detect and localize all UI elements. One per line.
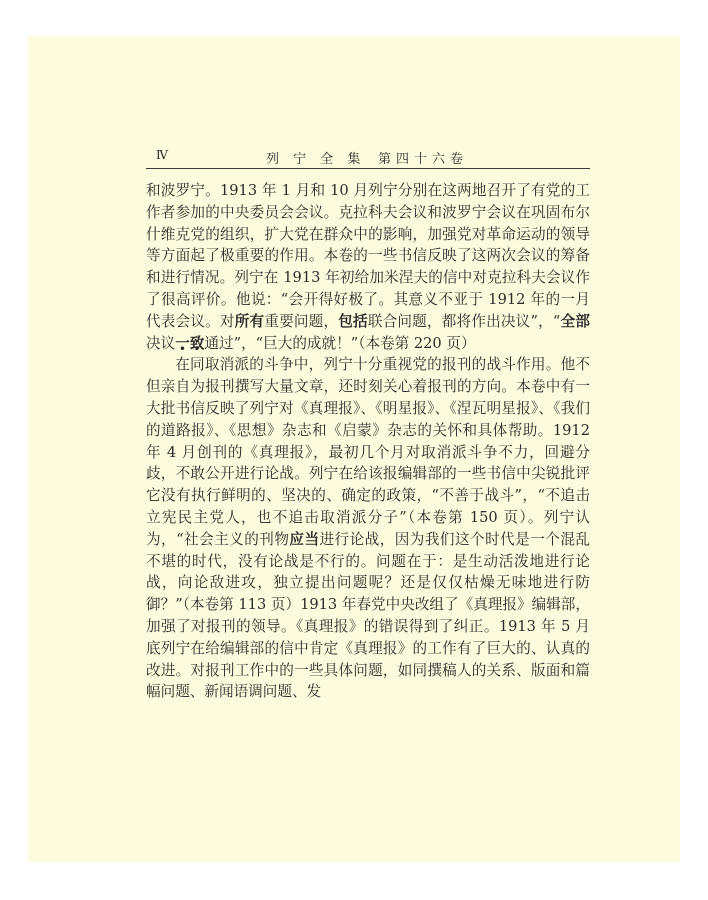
- text-run: 重要问题，: [264, 312, 339, 330]
- text-run: 在同取消派的斗争中，列宁十分重视党的报刊的战斗作用。他不但亲自为报刊撰写大量文章，还时刻关心着报刊的方向。本卷中有一大批书信反映了列宁对《真理报》、《明星报》、《涅瓦明星报》、《我们的道路报》、《思想》杂志和《启蒙》杂志的关怀和具体帮助。1912 年 4 月创刊的《真理报》，最初几个月对取消派斗争不力，回避分歧，不敢公开进行论战。列宁在给该报编辑部的一些书信中尖锐批评它没有执行鲜明的、坚决的、确定的政策，“不善于战斗”，“不追击立宪民主党人，也不追击取消派分子”（本卷第 150 页）。列宁认为，“社会主义的刊物: [146, 356, 590, 548]
- bold-emphasis: 包括: [338, 312, 368, 330]
- book-title: 列 宁 全 集: [266, 152, 366, 167]
- volume-label: 第四十六卷: [378, 152, 469, 167]
- running-header: [146, 148, 590, 169]
- text-run: 决议: [146, 334, 176, 352]
- text-run: 进行论战，因为我们这个时代是一个混乱不堪的时代，没有论战是不行的。问题在于：是生动活泼地进行论战，向论敌进攻，独立提出问题呢？还是仅仅枯燥无味地进行防御？”（本卷第 113 页）1913 年春党中央改组了《真理报》编辑部，加强了对报刊的领导。《真理报》的错误得到了纠正。1913 年 5 月底列宁在给编辑部的信中肯定《真理报》的工作有了巨大的、认真的改进。对报刊工作中的一些具体问题，如同撰稿人的关系、版面和篇幅问题、新闻语调问题、发: [146, 530, 590, 701]
- text-run: 联合问题，都将作出决议”，“: [367, 312, 561, 330]
- bold-emphasis: 全部: [560, 312, 590, 330]
- text-run: 和波罗宁。1913 年 1 月和 10 月列宁分别在这两地召开了有党的工作者参加的中央委员会会议。克拉科夫会议和波罗宁会议在巩固布尔什维克党的组织，扩大党在群众中的影响，加强党对革命运动的领导等方面起了极重要的作用。本卷的一些书信反映了这两次会议的筹备和进行情况。列宁在 1913 年初给加米涅夫的信中对克拉科夫会议作了很高评价。他说：“会开得好极了。其意义不亚于 1912 年的一月代表会议。对: [146, 182, 590, 330]
- text-run: 通过”，“巨大的成就！”（本卷第 220 页）: [204, 334, 476, 352]
- paragraph-2: [146, 354, 590, 703]
- body-text: [146, 180, 590, 703]
- page-number: Ⅳ: [156, 148, 168, 162]
- dotted-emphasis: 致: [189, 334, 205, 352]
- dotted-emphasis: 一: [175, 334, 190, 352]
- bold-emphasis: 所有: [234, 312, 265, 330]
- bold-emphasis: 应当: [289, 530, 320, 548]
- paragraph-1: [146, 180, 590, 354]
